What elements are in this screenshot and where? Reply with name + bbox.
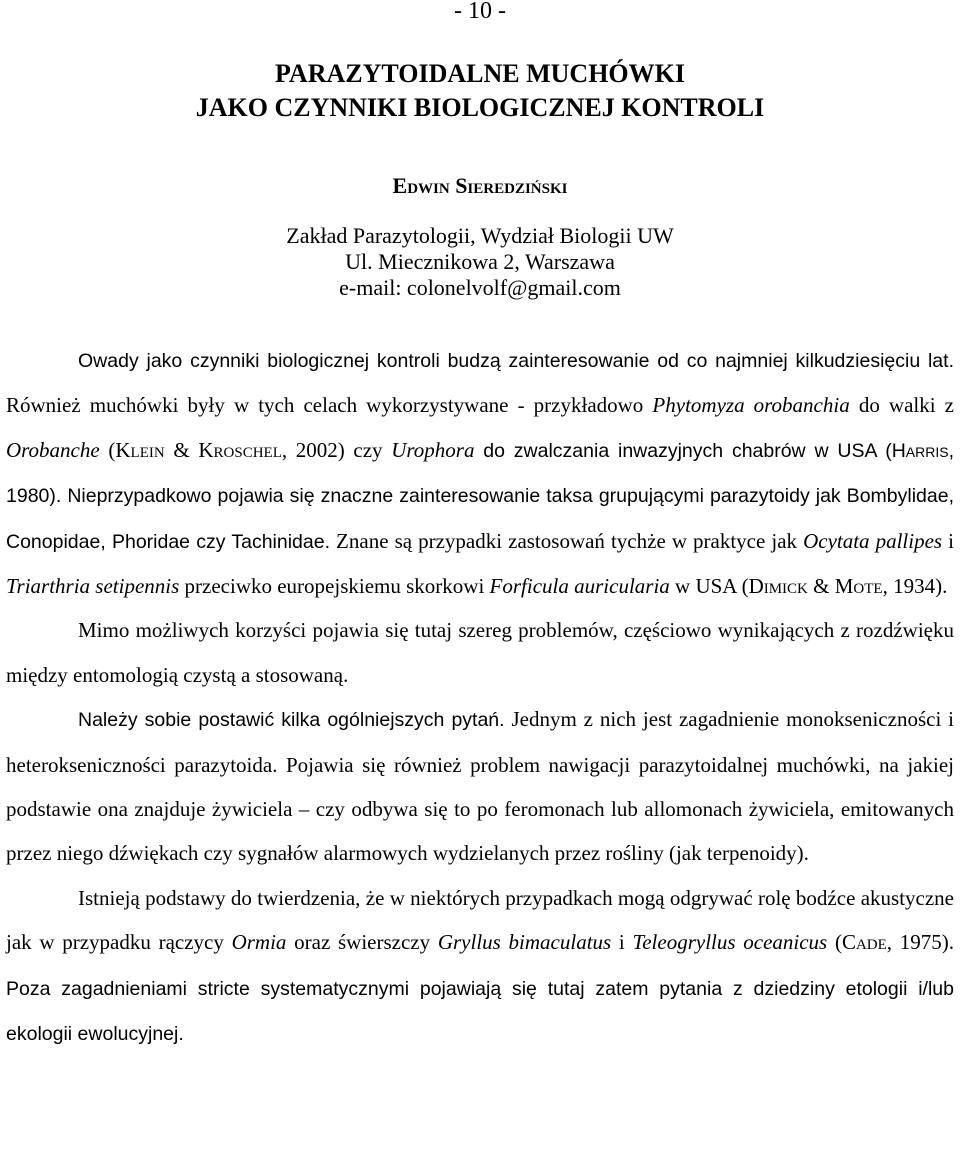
p1-text: przeciwko europejskiemu skorkowi [179,574,490,599]
title-line-1: PARAZYTOIDALNE MUCHÓWKI [274,59,685,88]
citation-author: Harris [891,439,949,462]
p1-text: Znane są przypadki zastosowań tychże w praktyce jak [330,528,804,553]
title-line-2: JAKO CZYNNIKI BIOLOGICZNEJ KONTROLI [195,93,765,122]
species-name: Ocytata pallipes [803,528,943,553]
p1-text: i [942,528,954,553]
species-name: Gryllus bimaculatus [437,930,612,955]
p3-sans-intro: Należy sobie postawić kilka ogólniejszych pytań. [78,709,505,732]
citation-author: Dimick [748,574,808,599]
p1-text: ( [99,437,116,462]
paragraph-4 [6,876,954,1057]
paragraph-3 [6,697,954,876]
p1-text: & [164,437,199,462]
p4-text: oraz świerszczy [286,930,438,955]
affiliation-line-1: Zakład Parazytologii, Wydział Biologii UW [286,223,674,248]
p4-text: ( [827,930,842,955]
paragraph-2: Mimo możliwych korzyści pojawia się tutaj szereg problemów, częściowo wynikających z rozdźwięku między entomologią czystą a stosowaną. [6,618,954,687]
affiliation-email: e-mail: colonelvolf@gmail.com [339,275,621,300]
citation-author: Cade [841,930,887,955]
p4-text: , 1975). [886,930,955,955]
p1-text: do walki z [849,393,954,418]
p1-text: , 2002) czy [281,437,392,462]
paragraph-1 [6,338,954,608]
p4-text: Istnieją podstawy do twierdzenia, że w niektórych przypadkach mogą odgrywać rolę bodźce akustyczne jak w przypadku rączycy [6,885,954,955]
p4-sans-text: Poza zagadnieniami stricte systematycznymi pojawiają się tutaj zatem pytania z dziedziny etologii i/lub ekologii ewolucyjnej. [6,977,954,1046]
p1-text: do zwalczania inwazyjnych chabrów w USA ( [474,439,892,462]
page-number: - 10 - [454,0,506,24]
species-name: Orobanche [6,437,100,462]
species-name: Ormia [231,930,287,955]
species-name: Triarthria setipennis [6,574,180,599]
author-name: Edwin Sieredziński [392,173,568,198]
p1-text: w USA ( [669,574,749,599]
p1-text: , 1934). [882,574,948,599]
p1-text: & [807,574,835,599]
species-name: Forficula auricularia [489,574,670,599]
affiliation-line-2: Ul. Miecznikowa 2, Warszawa [345,249,615,274]
p4-text: i [611,930,633,955]
citation-author: Kroschel [198,437,282,462]
species-name: Phytomyza orobanchia [652,393,850,418]
p3-text: Jednym z nich jest zagadnienie monokseniczności i heterokseniczności parazytoida. Pojawia się również problem nawigacji parazytoidalnej muchówki, na jakiej podstawie ona znajduje żywiciela – czy odbywa się to po feromonach lub allomonach żywiciela, emitowanych przez niego dźwiękach czy sygnałów alarmowych wydzielanych przez rośliny (jak terpenoidy). [6,707,954,866]
citation-author: Mote [834,574,883,599]
p1-sans-intro: Owady jako czynniki biologicznej kontroli budzą zainteresowanie od co najmniej kilkudziesięciu lat. [78,350,954,372]
citation-author: Klein [115,437,165,462]
species-name: Teleogryllus oceanicus [632,930,828,955]
species-name: Urophora [391,437,475,462]
article-body [6,338,954,1057]
p1-text: , 1980). Nieprzypadkowo pojawia się znaczne zainteresowanie taksa grupującymi parazytoidy jak Bombylidae, Conopidae, Phoridae czy Tachinidae. [6,439,955,553]
p1-text: Również muchówki były w tych celach wykorzystywane - przykładowo [6,393,653,418]
